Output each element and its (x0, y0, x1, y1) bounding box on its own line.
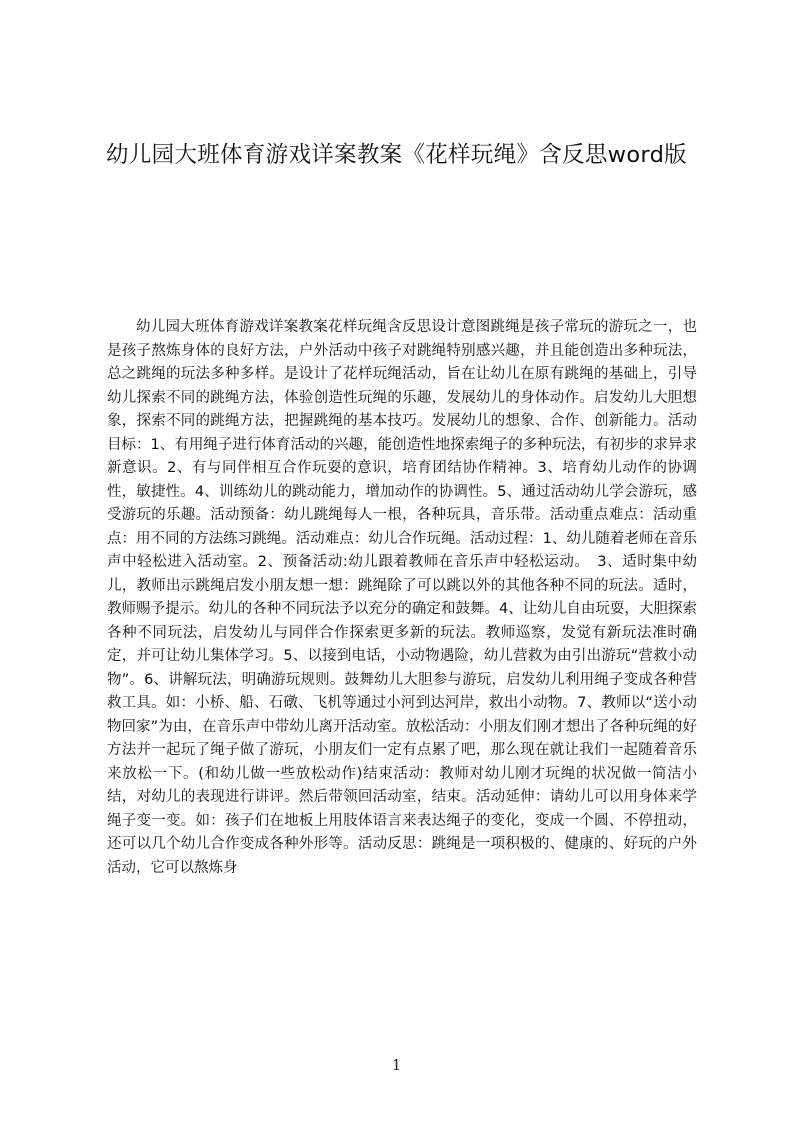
document-body-paragraph: 幼儿园大班体育游戏详案教案花样玩绳含反思设计意图跳绳是孩子常玩的游玩之一，也是孩子熬炼身体的良好方法，户外活动中孩子对跳绳特别感兴趣，并且能创造出多种玩法，总之跳绳的玩法多种多样。是设计了花样玩绳活动，旨在让幼儿在原有跳绳的基础上，引导幼儿探索不同的跳绳方法，体验创造性玩绳的乐趣，发展幼儿的身体动作。启发幼儿大胆想象，探索不同的跳绳方法，把握跳绳的基本技巧。发展幼儿的想象、合作、创新能力。活动目标：1、有用绳子进行体育活动的兴趣，能创造性地探索绳子的多种玩法，有初步的求异求新意识。2、有与同伴相互合作玩耍的意识，培育团结协作精神。3、培育幼儿动作的协调性，敏捷性。4、训练幼儿的跳动能力，增加动作的协调性。5、通过活动幼儿学会游玩，感受游玩的乐趣。活动预备：幼儿跳绳每人一根，各种玩具，音乐带。活动重点难点：活动重点：用不同的方法练习跳绳。活动难点：幼儿合作玩绳。活动过程：1、幼儿随着老师在音乐声中轻松进入活动室。2、预备活动:幼儿跟着教师在音乐声中轻松运动。 3、适时集中幼儿，教师出示跳绳启发小朋友想一想：跳绳除了可以跳以外的其他各种不同的玩法。适时，教师赐予提示。幼儿的各种不同玩法予以充分的确定和鼓舞。4、让幼儿自由玩耍，大胆探索各种不同玩法，启发幼儿与同伴合作探索更多新的玩法。教师巡察，发觉有新玩法准时确定，并可让幼儿集体学习。5、以接到电话，小动物遇险，幼儿营救为由引出游玩“营救小动物”。6、讲解玩法，明确游玩规则。鼓舞幼儿大胆参与游玩，启发幼儿利用绳子变成各种营救工具。如：小桥、船、石礅、飞机等通过小河到达河岸，救出小动物。7、教师以“送小动物回家”为由，在音乐声中带幼儿离开活动室。放松活动：小朋友们刚才想出了各种玩绳的好方法并一起玩了绳子做了游玩，小朋友们一定有点累了吧，那么现在就让我们一起随着音乐来放松一下。(和幼儿做一些放松动作)结束活动：教师对幼儿刚才玩绳的状况做一简洁小结，对幼儿的表现进行讲评。然后带领回活动室，结束。活动延伸：请幼儿可以用身体来学绳子变一变。如：孩子们在地板上用肢体语言来表达绳子的变化，变成一个圆、不停扭动，还可以几个幼儿合作变成各种外形等。活动反思：跳绳是一项积极的、健康的、好玩的户外活动，它可以熬炼身 (107, 319, 697, 876)
document-title: 幼儿园大班体育游戏详案教案《花样玩绳》含反思word版 (106, 142, 687, 168)
page-number: 1 (391, 1056, 402, 1074)
